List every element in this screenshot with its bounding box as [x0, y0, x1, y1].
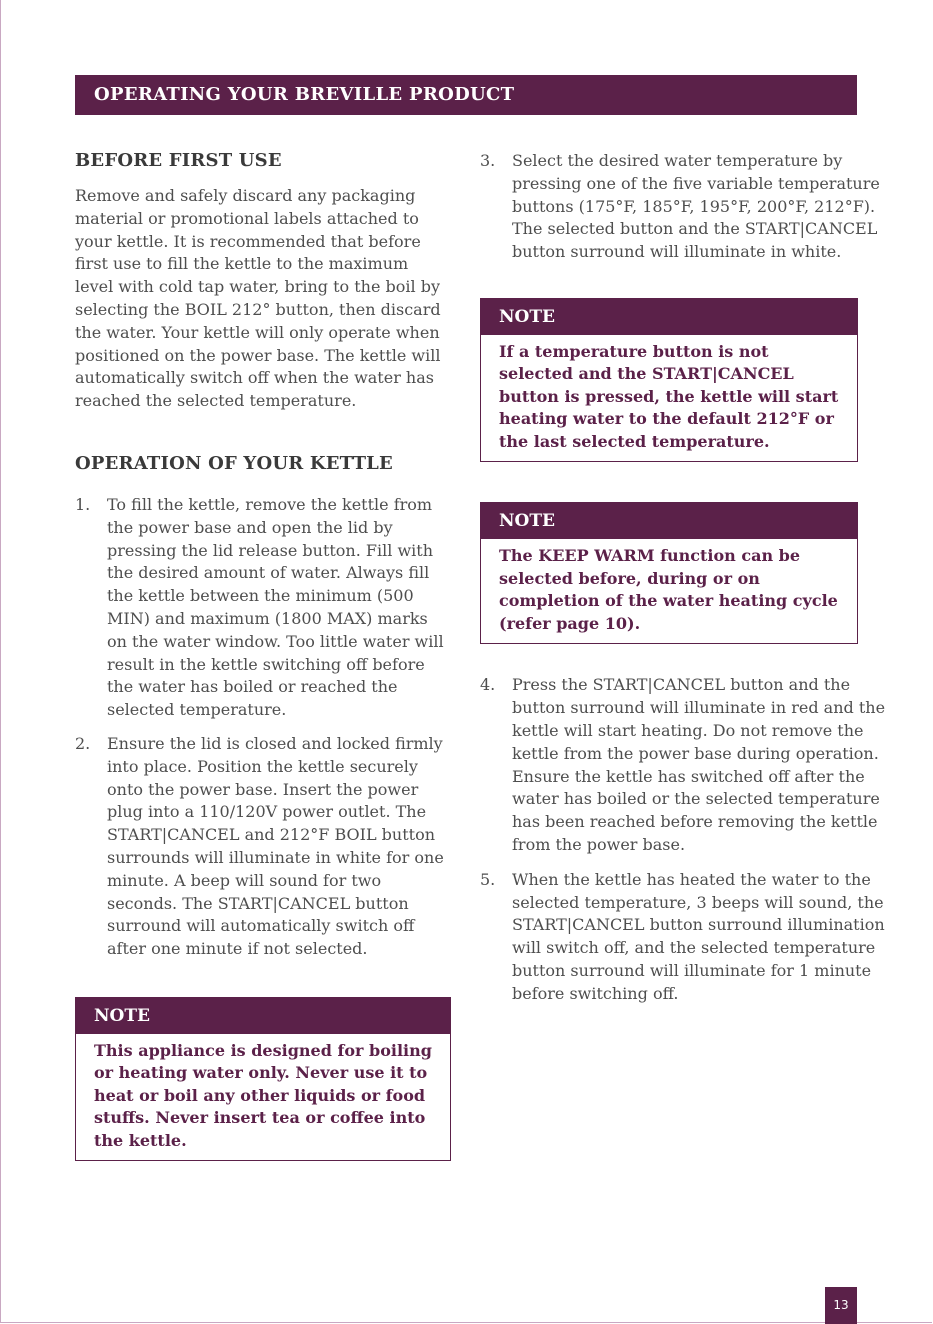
step-text: When the kettle has heated the water to the selected temperature, 3 beeps will sound, the START|CANCEL button surround illumination will switch off, and the selected temperature button surround will illuminate for 1 minute before switching off.: [512, 869, 885, 1003]
step-text: To fill the kettle, remove the kettle from the power base and open the lid by pressing the lid release button. Fill with the desired amount of water. Always fill the kettle between the minimum (500 MIN) and maximum (1800 MAX) marks on the water window. Too little water will result in the kettle switching off before the water has boiled or reached the selected temperature.: [107, 494, 444, 720]
step-text: Press the START|CANCEL button and the button surround will illuminate in red and the kettle will start heating. Do not remove the kettle from the power base during operation. Ensure the kettle has switched off after the water has boiled or the selected temperature has been reached before removing the kettle from the power base.: [512, 675, 886, 855]
left-column: [75, 150, 455, 1161]
step-text: Select the desired water temperature by pressing one of the five variable temperature buttons (175°F, 185°F, 195°F, 200°F, 212°F). The selected button and the START|CANCEL button surround will illuminate in white.: [512, 151, 880, 262]
note-box-keep-warm: [480, 502, 858, 644]
step-4: [480, 674, 886, 856]
step-number: 1.: [75, 494, 91, 514]
before-first-use-heading: BEFORE FIRST USE: [75, 150, 282, 171]
step-2: [75, 733, 452, 961]
right-column: [480, 150, 886, 1006]
step-text: Ensure the lid is closed and locked firmly into place. Position the kettle securely onto the power base. Insert the power plug into a 110/120V power outlet. The START|CANCEL and 212°F BOIL button surrounds will illuminate in white for one minute. A beep will sound for two seconds. The START|CANCEL button surround will automatically switch off after one minute if not selected.: [107, 733, 444, 959]
page-number: [825, 1287, 857, 1324]
operation-heading: OPERATION OF YOUR KETTLE: [75, 452, 393, 474]
step-number: 5.: [480, 869, 496, 889]
note-heading: NOTE: [481, 299, 857, 335]
section-header: [75, 75, 857, 115]
step-3: [480, 150, 890, 264]
note-box-appliance: [75, 997, 451, 1162]
before-first-use-text: Remove and safely discard any packaging material or promotional labels attached to your kettle. It is recommended that before first use to fill the kettle to the maximum level with cold tap water, bring to the boil by selecting the BOIL 212° button, then discard the water. Your kettle will only operate when positioned on the power base. The kettle will automatically switch off when the water has reached the selected temperature.: [75, 186, 441, 411]
step-1: [75, 494, 449, 722]
step-number: 4.: [480, 675, 496, 695]
section-title: OPERATING YOUR BREVILLE PRODUCT: [94, 84, 515, 105]
note-text: This appliance is designed for boiling or heating water only. Never use it to heat or boil any other liquids or food stuffs. Never insert tea or coffee into the kettle.: [94, 1040, 432, 1150]
note-text: The KEEP WARM function can be selected before, during or on completion of the water heating cycle (refer page 10).: [499, 546, 838, 633]
step-5: [480, 869, 886, 1006]
note-text: If a temperature button is not selected and the START|CANCEL button is pressed, the kettle will start heating water to the default 212°F or the last selected temperature.: [499, 341, 839, 451]
step-number: 2.: [75, 733, 91, 753]
step-number: 3.: [480, 151, 496, 170]
note-heading: NOTE: [76, 998, 450, 1034]
note-box-temperature: [480, 298, 858, 463]
page-number-label: 13: [833, 1298, 849, 1312]
note-heading: NOTE: [481, 503, 857, 539]
